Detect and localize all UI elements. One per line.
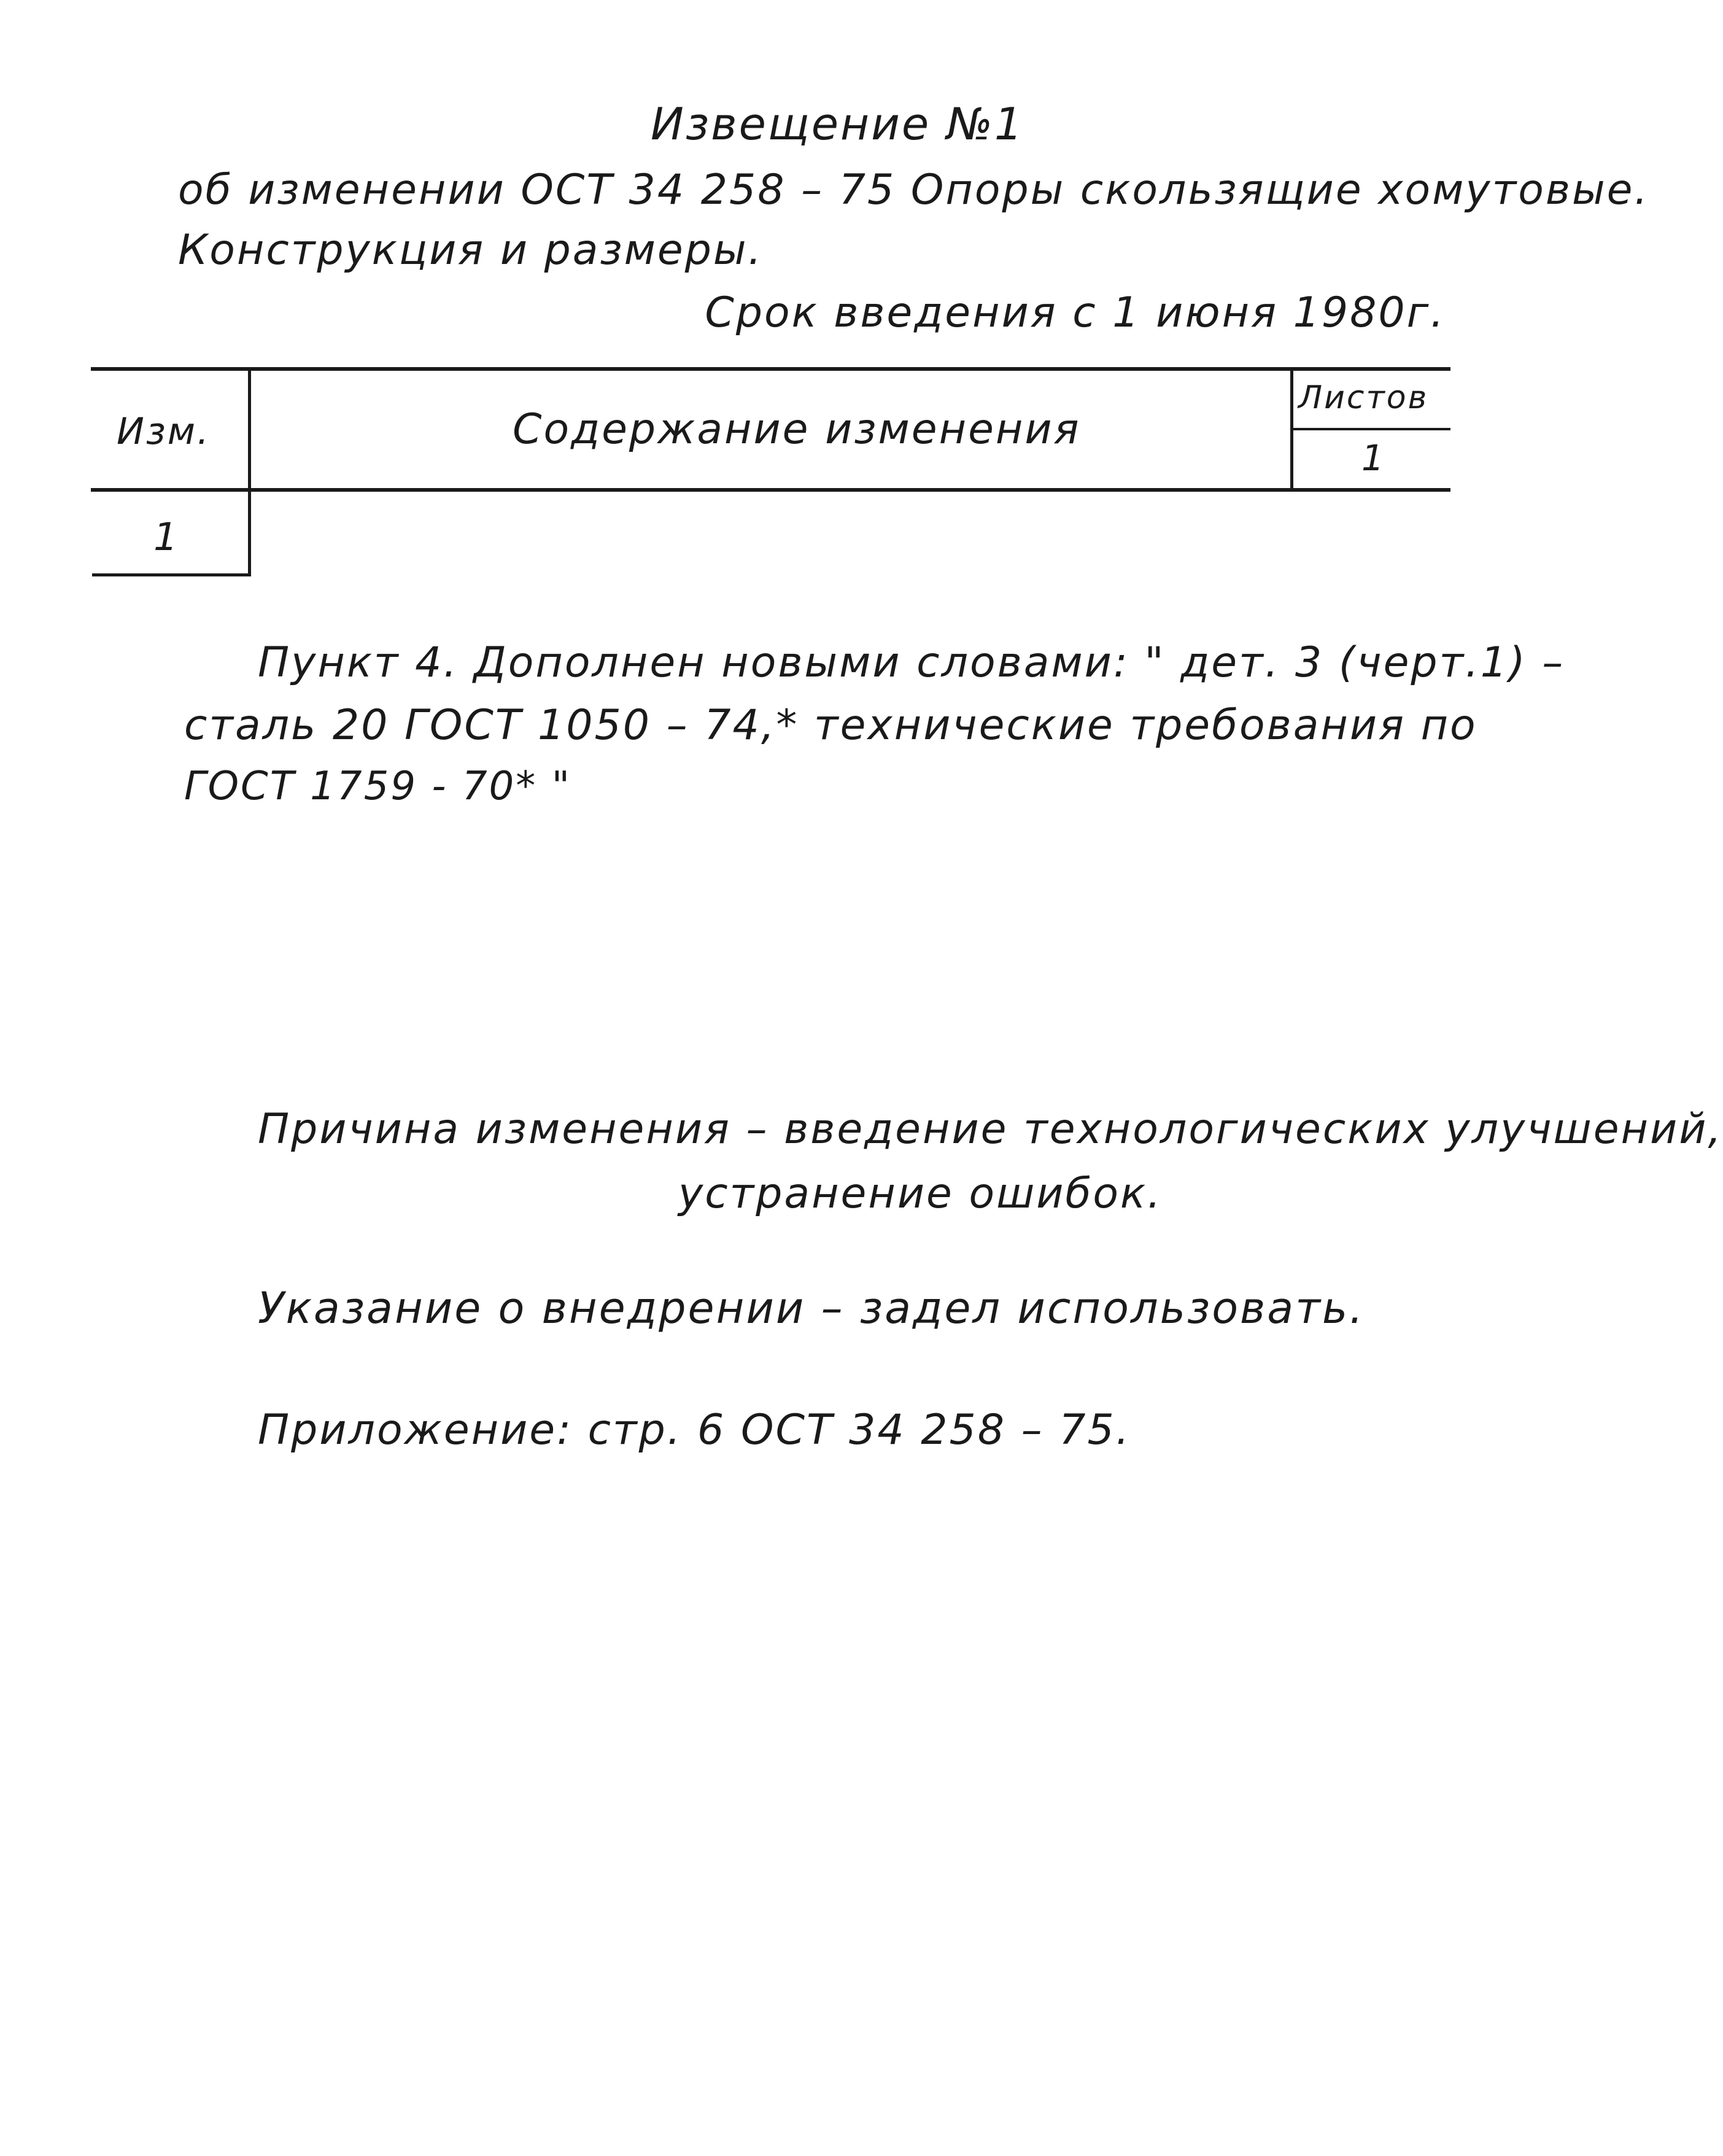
table-header-content: Содержание изменения	[513, 405, 1081, 454]
effective-date: Срок введения с 1 июня 1980г.	[705, 289, 1446, 337]
table-izm-bottom-rule	[92, 573, 251, 576]
table-header-bottom-rule	[91, 488, 1450, 492]
table-top-rule	[91, 367, 1450, 371]
notice-subject-line-1: об изменении ОСТ 34 258 – 75 Опоры скользящие хомутовые.	[178, 166, 1650, 214]
notice-title: Извещение №1	[651, 98, 1024, 150]
appendix-reference: Приложение: стр. 6 ОСТ 34 258 – 75.	[258, 1406, 1131, 1454]
table-sheets-inner-rule	[1291, 428, 1450, 430]
table-sheets-value: 1	[1361, 437, 1386, 479]
change-item-line-1: Пункт 4. Дополнен новыми словами: " дет. 3 (черт.1) –	[258, 638, 1565, 687]
table-izm-value: 1	[153, 514, 180, 559]
table-header-sheets: Листов	[1298, 379, 1429, 416]
change-reason-line-2: устранение ошибок.	[678, 1169, 1163, 1218]
change-item-line-3: ГОСТ 1759 - 70* "	[184, 764, 572, 809]
implementation-instruction: Указание о внедрении – задел использовать.	[258, 1283, 1365, 1333]
notice-subject-line-2: Конструкция и размеры.	[178, 226, 764, 274]
table-izm-divider	[248, 369, 251, 576]
change-reason-line-1: Причина изменения – введение технологических улучшений,	[258, 1105, 1723, 1154]
change-item-line-2: сталь 20 ГОСТ 1050 – 74,* технические требования по	[184, 701, 1477, 750]
table-header-izm: Изм.	[117, 410, 211, 453]
